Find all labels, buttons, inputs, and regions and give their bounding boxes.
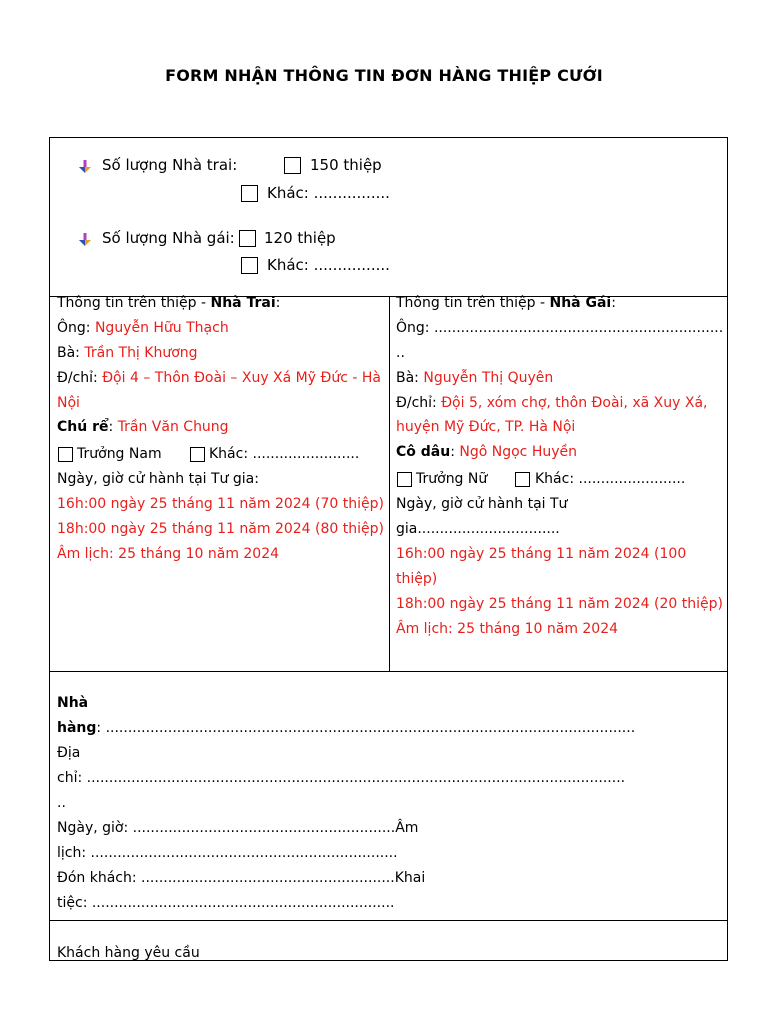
- bride-name: Cô dâu: Ngô Ngọc Huyền: [396, 444, 577, 460]
- restaurant-label: Nhà: [57, 695, 89, 711]
- bride-address-cont: huyện Mỹ Đức, TP. Hà Nội: [396, 419, 576, 435]
- groom-other-checkbox[interactable]: [190, 447, 205, 462]
- eldest-daughter-label: Trưởng Nữ: [416, 471, 488, 487]
- groom-ceremony-2: 18h:00 ngày 25 tháng 11 năm 2024 (80 thiệp): [57, 521, 384, 537]
- order-form: [49, 137, 728, 961]
- customer-request-label: Khách hàng yêu cầu: [57, 945, 200, 961]
- arrow-down-bullet-icon: [79, 160, 91, 174]
- groom-qty-other-checkbox[interactable]: [241, 185, 258, 202]
- groom-qty-150-label: 150 thiệp: [310, 156, 382, 174]
- bride-address: Đ/chỉ: Đội 5, xóm chợ, thôn Đoài, xã Xuy Xá,: [396, 395, 708, 411]
- venue-address-field: chỉ: .........................................................................................................................: [57, 770, 626, 786]
- arrow-down-bullet-icon: [79, 233, 91, 247]
- bride-ceremony-label-cont: gia................................: [396, 521, 560, 537]
- bride-ceremony-1-cont: thiệp): [396, 571, 438, 587]
- groom-lunar-date: Âm lịch: 25 tháng 10 năm 2024: [57, 546, 280, 562]
- bride-qty-other-label: Khác: ................: [267, 256, 390, 274]
- restaurant-field: hàng: .......................................................................................................................: [57, 720, 636, 736]
- banquet-field: tiệc: ....................................................................: [57, 895, 395, 911]
- bride-father: Ông: .................................................................: [396, 320, 724, 336]
- eldest-son-label: Trưởng Nam: [77, 446, 162, 462]
- divider: [50, 671, 727, 672]
- groom-other-label: Khác: ........................: [209, 446, 360, 462]
- venue-datetime-field: Ngày, giờ: ...........................................................Âm: [57, 820, 419, 836]
- page-title: FORM NHẬN THÔNG TIN ĐƠN HÀNG THIỆP CƯỚI: [165, 66, 603, 85]
- column-divider: [389, 296, 390, 671]
- bride-qty-120-label: 120 thiệp: [264, 229, 336, 247]
- groom-ceremony-label: Ngày, giờ cử hành tại Tư gia:: [57, 471, 259, 487]
- groom-mother: Bà: Trần Thị Khương: [57, 345, 198, 361]
- groom-father: Ông: Nguyễn Hữu Thạch: [57, 320, 229, 336]
- groom-name: Chú rể: Trần Văn Chung: [57, 419, 229, 435]
- bride-qty-120-checkbox[interactable]: [239, 230, 256, 247]
- bride-father-cont: ..: [396, 345, 405, 361]
- bride-header: Thông tin trên thiệp - Nhà Gái:: [396, 295, 616, 311]
- venue-lunar-field: lịch: .....................................................................: [57, 845, 398, 861]
- groom-header: Thông tin trên thiệp - Nhà Trai:: [57, 295, 281, 311]
- bride-ceremony-label: Ngày, giờ cử hành tại Tư: [396, 496, 568, 512]
- groom-address-cont: Nội: [57, 395, 80, 411]
- reception-field: Đón khách: .........................................................Khai: [57, 870, 426, 886]
- bride-ceremony-2: 18h:00 ngày 25 tháng 11 năm 2024 (20 thiệp): [396, 596, 723, 612]
- groom-qty-150-checkbox[interactable]: [284, 157, 301, 174]
- bride-ceremony-1: 16h:00 ngày 25 tháng 11 năm 2024 (100: [396, 546, 687, 562]
- bride-other-label: Khác: ........................: [535, 471, 686, 487]
- venue-address-cont: ..: [57, 795, 66, 811]
- bride-lunar-date: Âm lịch: 25 tháng 10 năm 2024: [396, 621, 619, 637]
- groom-qty-other-label: Khác: ................: [267, 184, 390, 202]
- bride-qty-other-checkbox[interactable]: [241, 257, 258, 274]
- bride-other-checkbox[interactable]: [515, 472, 530, 487]
- eldest-son-checkbox[interactable]: [58, 447, 73, 462]
- groom-ceremony-1: 16h:00 ngày 25 tháng 11 năm 2024 (70 thiệp): [57, 496, 384, 512]
- eldest-daughter-checkbox[interactable]: [397, 472, 412, 487]
- venue-address-label: Địa: [57, 745, 81, 761]
- divider: [50, 920, 727, 921]
- groom-quantity-label: Số lượng Nhà trai:: [102, 156, 238, 174]
- bride-mother: Bà: Nguyễn Thị Quyên: [396, 370, 554, 386]
- bride-quantity-label: Số lượng Nhà gái:: [102, 229, 235, 247]
- groom-address: Đ/chỉ: Đội 4 – Thôn Đoài – Xuy Xá Mỹ Đức - Hà: [57, 370, 381, 386]
